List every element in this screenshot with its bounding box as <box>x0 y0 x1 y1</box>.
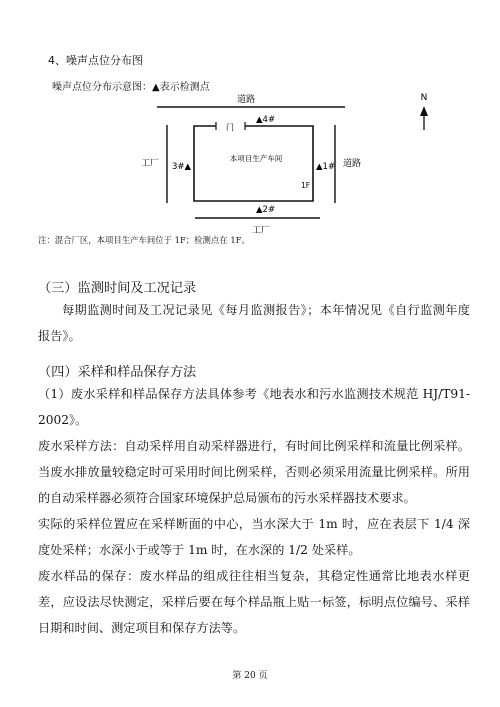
section-heading-noise-map: 4、噪声点位分布图 <box>48 54 143 67</box>
road-top-label: 道路 <box>236 95 256 105</box>
paragraph-monitoring-time: 每期监测时间及工况记录见《每月监测报告》；本年情况见《自行监测年度报告》。 <box>38 303 470 343</box>
road-right-label: 道路 <box>343 159 362 169</box>
diagram-note: 注：混合厂区，本项目生产车间位于 1F；检测点在 1F。 <box>38 235 250 245</box>
building-label: 本项目生产车间 <box>229 154 283 163</box>
paragraph-sample-preservation: 废水样品的保存：废水样品的组成往往相当复杂，其稳定性通常比地表水样更差，应设法尽快测定，采样后要在每个样品瓶上贴一标签，标明点位编号、采样日期和时间、测定项目和保存方法等。 <box>38 569 470 635</box>
noise-point-diagram <box>0 90 500 235</box>
monitor-point-4: ▲4# <box>256 115 276 125</box>
section-heading-monitoring-time: （三）监测时间及工况记录 <box>38 281 197 296</box>
north-label: N <box>420 93 428 103</box>
building-outline <box>194 126 313 201</box>
diagram-title: 噪声点位分布示意图：▲表示检测点 <box>52 82 210 93</box>
monitor-point-3: 3#▲ <box>172 162 192 172</box>
paragraph-sampling-position: 实际的采样位置应在采样断面的中心，当水深大于 1m 时，应在表层下 1/4 深度处采样；水深小于或等于 1m 时，在水深的 1/2 处采样。 <box>38 517 470 557</box>
monitor-point-1: ▲1# <box>316 162 336 172</box>
page-number: 第 20 页 <box>232 671 268 681</box>
section-heading-sampling: （四）采样和样品保存方法 <box>38 365 197 380</box>
factory-left-label: 工厂 <box>141 159 160 169</box>
monitor-point-2: ▲2# <box>256 205 276 215</box>
paragraph-sampling-method: 废水采样方法：自动采样用自动采样器进行，有时间比例采样和流量比例采样。当废水排放量较稳定时可采用时间比例采样，否则必须采用流量比例采样。所用的自动采样器必须符合国家环境保护总局颁布的污水采样器技术要求。 <box>38 439 470 505</box>
paragraph-sampling-1: （1）废水采样和样品保存方法具体参考《地表水和污水监测技术规范 HJ/T91-2002》。 <box>38 387 470 427</box>
floor-label: 1F <box>301 181 311 190</box>
factory-bottom-label: 工厂 <box>252 226 271 235</box>
gate-label: 门 <box>226 123 234 132</box>
